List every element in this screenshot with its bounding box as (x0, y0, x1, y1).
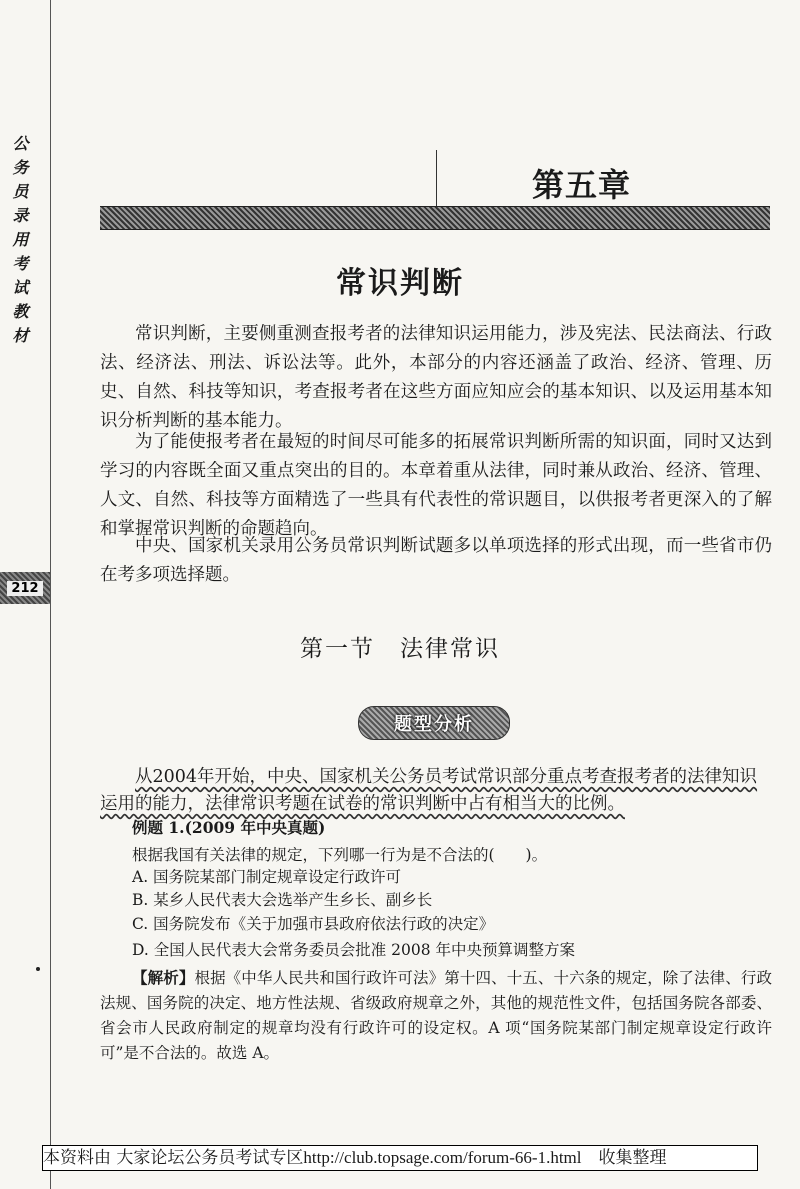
side-title-char: 务 (12, 158, 30, 177)
example-heading: 例题 1.(2009 年中央真题) (132, 818, 326, 837)
example-question: 根据我国有关法律的规定，下列哪一行为是不合法的( )。 (132, 846, 548, 864)
margin-rule (50, 0, 51, 1189)
option-d: D. 全国人民代表大会常务委员会批准 2008 年中央预算调整方案 (132, 941, 576, 959)
section-title: 第一节 法律常识 (300, 636, 500, 662)
side-title-char: 教 (12, 302, 30, 321)
margin-dot (36, 967, 40, 971)
footer-suffix: 收集整理 (581, 1148, 667, 1168)
section-badge (358, 706, 510, 740)
page-number: 212 (7, 581, 42, 596)
side-title-char: 试 (12, 278, 30, 297)
footer-link[interactable]: http://club.topsage.com/forum-66-1.html (303, 1148, 582, 1167)
footer-prefix: 本资料由 大家论坛公务员考试专区 (43, 1148, 304, 1168)
footer-banner (42, 1145, 758, 1171)
option-b: B. 某乡人民代表大会选举产生乡长、副乡长 (132, 891, 433, 909)
page-number-tab (0, 572, 50, 604)
option-c: C. 国务院发布《关于加强市县政府依法行政的决定》 (132, 915, 495, 933)
chapter-label: 第五章 (532, 166, 632, 204)
side-title-char: 公 (12, 134, 30, 153)
analysis-paragraph (100, 966, 772, 1066)
analysis-label: 【解析】 (132, 969, 195, 987)
side-title-char: 材 (12, 326, 30, 345)
page-title: 常识判断 (336, 266, 464, 301)
chapter-divider (436, 150, 437, 206)
paragraph: 常识判断，主要侧重测查报考者的法律知识运用能力，涉及宪法、民法商法、行政法、经济法、刑法、诉讼法等。此外，本部分的内容还涵盖了政治、经济、管理、历史、自然、科技等知识，考查报考者在这些方面应知应会的基本知识、以及运用基本知识分析判断的基本能力。 (100, 324, 772, 431)
side-title-char: 员 (12, 182, 30, 201)
paragraph: 为了能使报考者在最短的时间尽可能多的拓展常识判断所需的知识面，同时又达到学习的内容既全面又重点突出的目的。本章着重从法律，同时兼从政治、经济、管理、人文、自然、科技等方面精选了一些具有代表性的常识题目，以供报考者更深入的了解和掌握常识判断的命题趋向。 (100, 432, 772, 539)
side-book-title (6, 132, 36, 348)
chapter-bar (100, 206, 770, 230)
analysis-text: 根据《中华人民共和国行政许可法》第十四、十五、十六条的规定，除了法律、行政法规、国务院的决定、地方性法规、省级政府规章之外，其他的规范性文件，包括国务院各部委、省会市人民政府制定的规章均没有行政许可的设定权。A 项“国务院某部门制定规章设定行政许可”是不合法的。故选 A。 (100, 969, 772, 1062)
side-title-char: 录 (12, 206, 30, 225)
section-badge-label: 题型分析 (394, 714, 474, 735)
paragraph: 中央、国家机关录用公务员常识判断试题多以单项选择的形式出现，而一些省市仍在考多项选择题。 (100, 536, 772, 585)
option-a: A. 国务院某部门制定规章设定行政许可 (132, 868, 402, 886)
side-title-char: 用 (12, 230, 30, 249)
intro-paragraph: 从2004年开始，中央、国家机关公务员考试常识部分重点考查报考者的法律知识运用的能力，法律常识考题在试卷的常识判断中占有相当大的比例。 (100, 767, 758, 814)
side-title-char: 考 (12, 254, 30, 273)
